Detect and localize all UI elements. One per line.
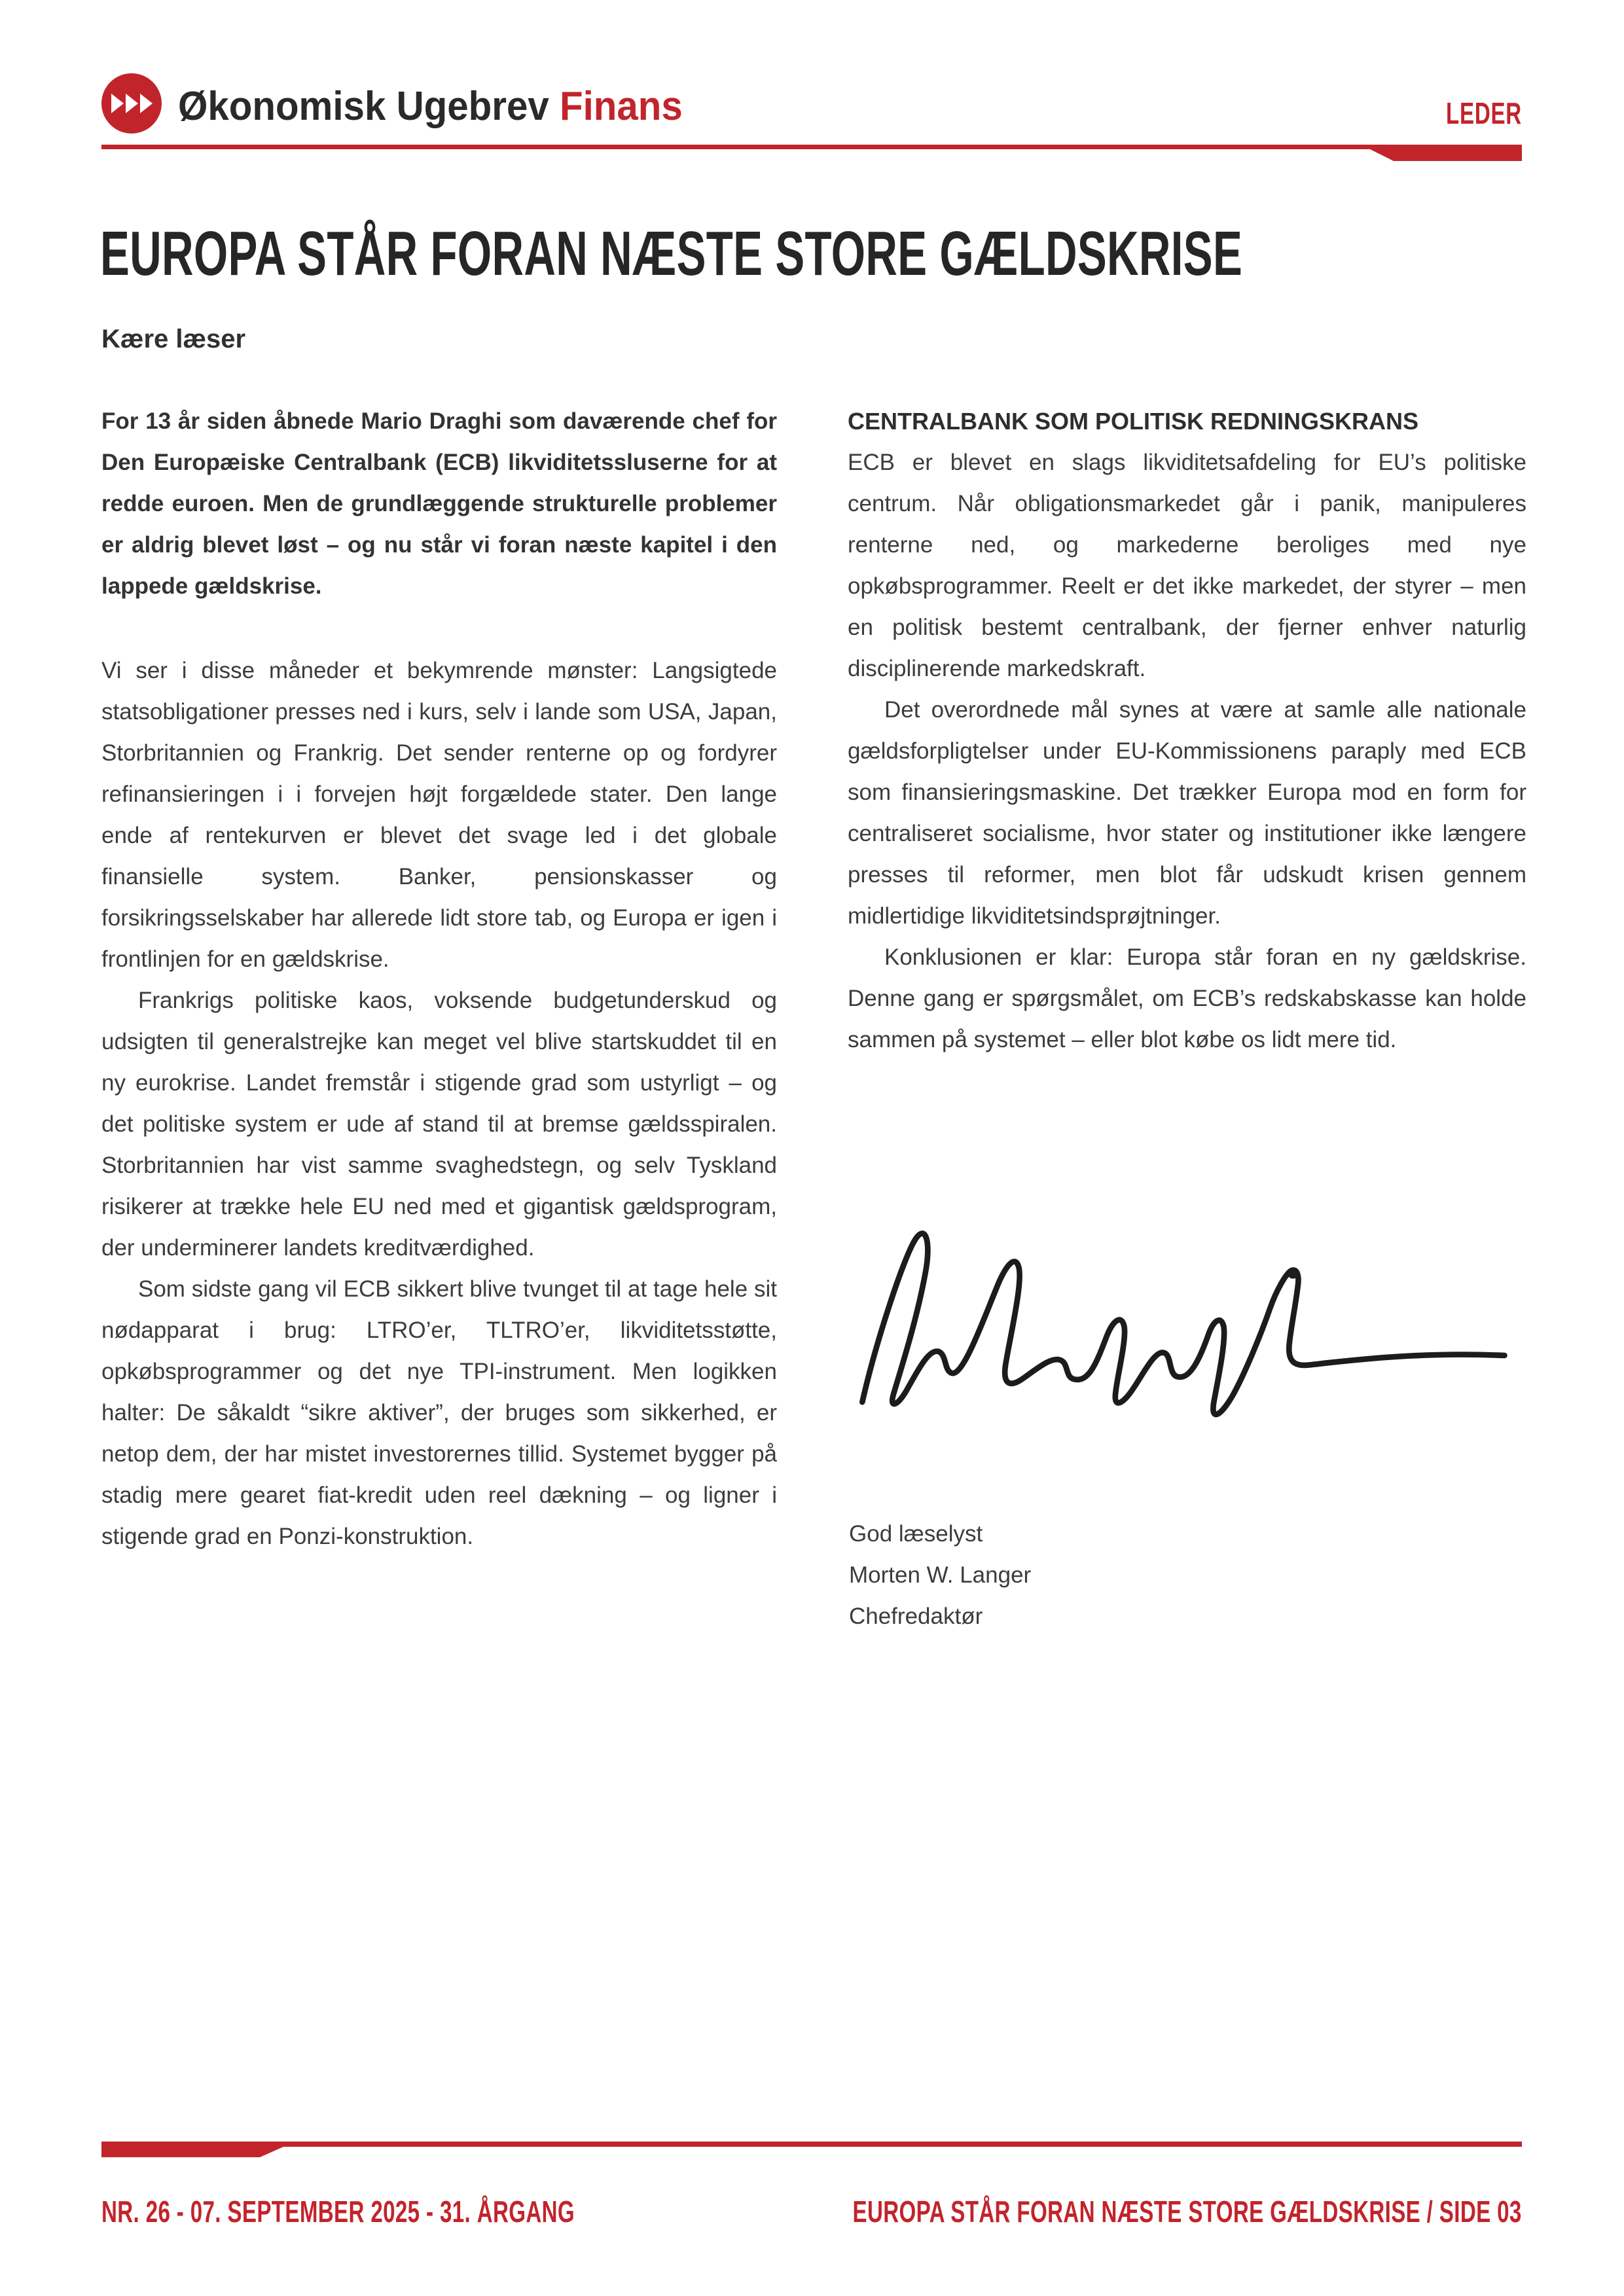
signoff-greeting: God læselyst (849, 1521, 983, 1547)
right-column (848, 401, 1526, 1060)
body-paragraph: Som sidste gang vil ECB sikkert blive tvunget til at tage hele sit nødapparat i brug: LTRO’er, TLTRO’er, likviditetsstøtte, opkøbsprogrammer og det nye TPI-instrument. Men logikken halter: De såkaldt “sikre aktiver”, der bruges som sikkerhed, er netop dem, der har mistet investorernes tillid. Systemet bygger på stadig mere gearet fiat-kredit uden reel dækning – og ligner i stigende grad en Ponzi-konstruktion. (101, 1276, 777, 1549)
body-paragraph: Frankrigs politiske kaos, voksende budgetunderskud og udsigten til generalstrejke kan meget vel blive startskuddet til en ny eurokrise. Landet fremstår i stigende grad som ustyrligt – og det politiske system er ude af stand til at bremse gældsspiralen. Storbritannien har vist samme svaghedstegn, og selv Tyskland risikerer at trække hele EU ned med et gigantisk gældsprogram, der underminerer landets kreditværdighed. (101, 988, 777, 1261)
footer-rule (101, 2142, 1522, 2147)
signoff-block (849, 1513, 1031, 1637)
page-title: EUROPA STÅR FORAN NÆSTE STORE GÆLDSKRISE (100, 219, 1243, 289)
signature (851, 1208, 1512, 1437)
salutation: Kære læser (101, 325, 246, 353)
left-column (101, 401, 777, 1557)
chevron-right-icon (126, 94, 138, 113)
header-rule-accent (1370, 145, 1522, 161)
header-rule (101, 145, 1522, 149)
signoff-author: Morten W. Langer (849, 1562, 1032, 1588)
footer-article-ref: EUROPA STÅR FORAN NÆSTE STORE GÆLDSKRISE / SIDE 03 (852, 2195, 1522, 2229)
body-paragraph: Konklusionen er klar: Europa står foran en ny gældskrise. Denne gang er spørgsmålet, om ECB’s redskabskasse kan holde sammen på systemet – eller blot købe os lidt mere tid. (848, 944, 1526, 1052)
body-paragraph: Vi ser i disse måneder et bekymrende mønster: Langsigtede statsobligationer presses ned i kurs, selv i lande som USA, Japan, Storbritannien og Frankrig. Det sender renterne op og fordyrer refinansieringen i i forvejen højt forgældede stater. Den lange ende af rentekurven er blevet det svage led i det globale finansielle system. Banker, pensionskasser og forsikringsselskaber har allerede lidt store tab, og Europa er igen i frontlinjen for en gældskrise. (101, 658, 777, 972)
brand-wordmark (178, 84, 683, 130)
brand-name: Økonomisk Ugebrev (178, 84, 549, 129)
section-heading: CENTRALBANK SOM POLITISK REDNINGSKRANS (848, 408, 1419, 435)
brand-logo (101, 73, 162, 134)
signoff-role: Chefredaktør (849, 1604, 983, 1629)
chevron-right-icon (140, 94, 153, 113)
brand-suffix: Finans (559, 84, 683, 129)
intro-paragraph: For 13 år siden åbnede Mario Draghi som daværende chef for Den Europæiske Centralbank (ECB) likviditetssluserne for at redde euroen. Men de grundlæggende strukturelle problemer er aldrig blevet løst – og nu står vi foran næste kapitel i den lappede gældskrise. (101, 408, 777, 599)
body-paragraph: Det overordnede mål synes at være at samle alle nationale gældsforpligtelser under EU-Kommissionens paraply med ECB som finansieringsmaskine. Det trækker Europa mod en form for centraliseret socialisme, hvor stater og institutioner ikke længere presses til reformer, men blot får udskudt krisen gennem midlertidige likviditetsindsprøjtninger. (848, 697, 1526, 929)
body-paragraph: ECB er blevet en slags likviditetsafdeling for EU’s politiske centrum. Når obligationsmarkedet går i panik, manipuleres renterne ned, og markederne beroliges med nye opkøbsprogrammer. Reelt er det ikke markedet, der styrer – men en politisk bestemt centralbank, der fjerner enhver naturlig disciplinerende markedskraft. (848, 450, 1526, 681)
footer-issue-info: NR. 26 - 07. SEPTEMBER 2025 - 31. ÅRGANG (101, 2195, 575, 2229)
section-label: LEDER (1446, 96, 1522, 130)
chevron-right-icon (111, 94, 124, 113)
